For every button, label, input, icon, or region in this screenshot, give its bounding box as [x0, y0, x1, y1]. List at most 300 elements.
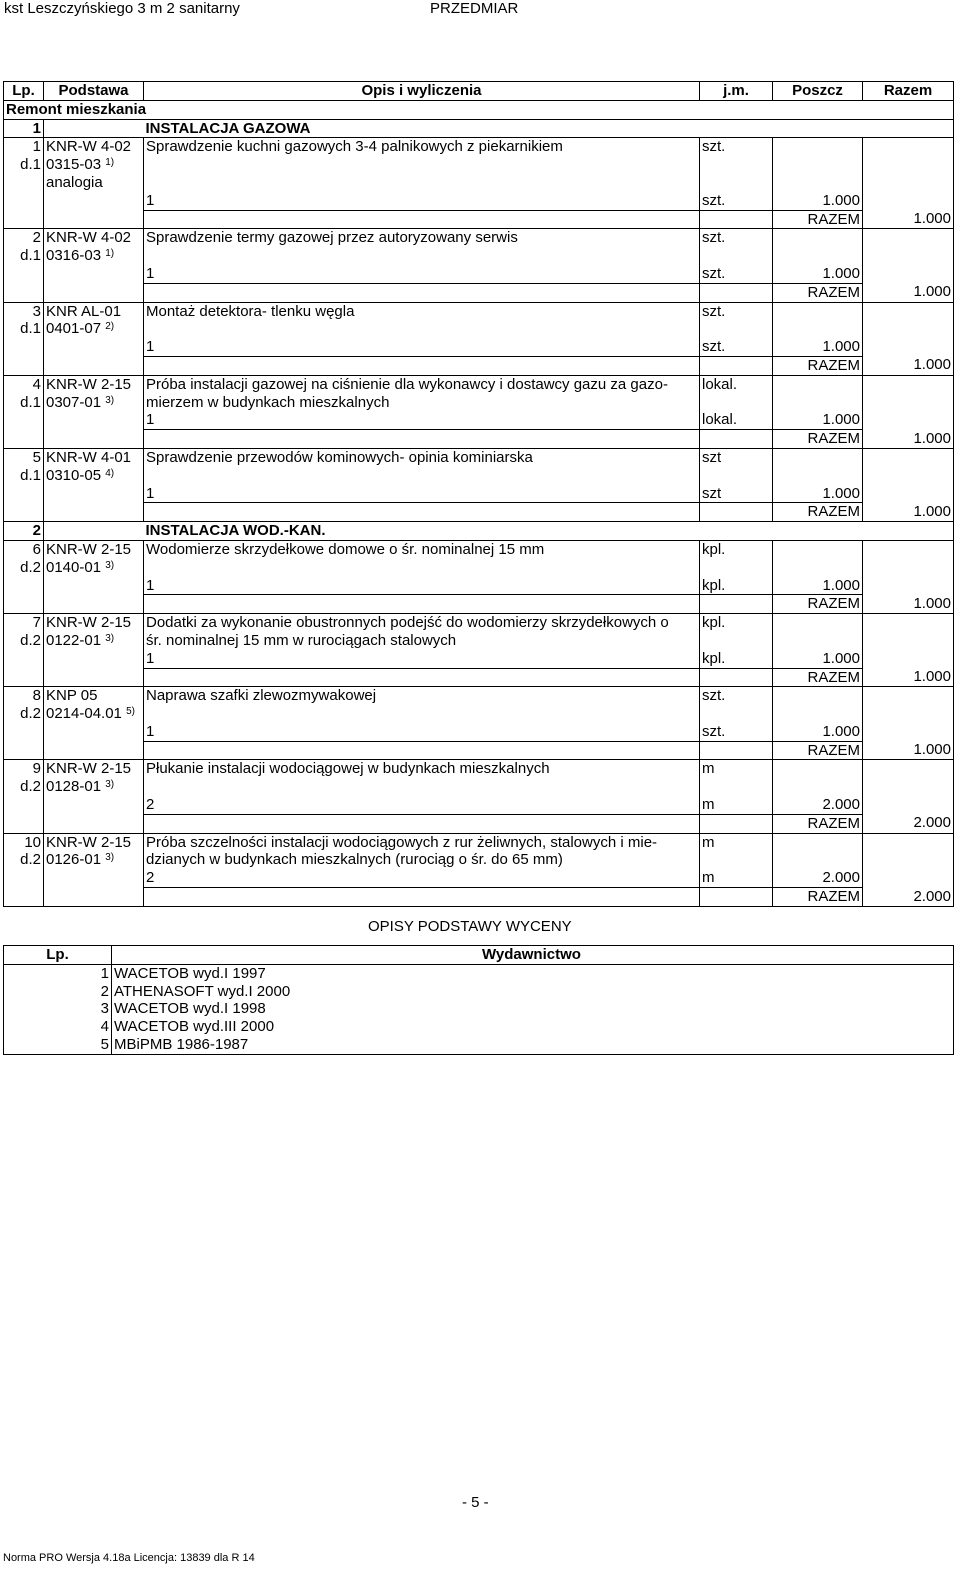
razem-label: RAZEM: [773, 283, 863, 302]
item-calc-row: [4, 485, 954, 503]
item-unit: szt.: [700, 302, 773, 338]
item-calc-unit: lokal.: [700, 411, 773, 429]
item-razem: 1.000: [863, 668, 954, 687]
item-razem-empty: [863, 448, 954, 484]
item-description: [144, 760, 700, 796]
calc-podstawa-empty: [44, 192, 144, 210]
item-podstawa-cell: [44, 687, 144, 723]
item-description: [144, 302, 700, 338]
total-jm-empty: [700, 356, 773, 375]
item-podstawa-line: KNR-W 2-15: [46, 375, 132, 393]
opisy-publisher: ATHENASOFT wyd.I 2000: [112, 983, 954, 1001]
item-total-row: [4, 888, 954, 907]
item-podstawa-cell: [44, 448, 144, 484]
item-podstawa-cell: [44, 302, 144, 338]
total-opis-empty: [144, 888, 700, 907]
total-jm-empty: [700, 595, 773, 614]
total-opis-empty: [144, 503, 700, 522]
opisy-row: [4, 983, 954, 1001]
item-poszcz-empty: [773, 229, 863, 265]
item-poszcz: 2.000: [773, 796, 863, 814]
item-total-row: [4, 814, 954, 833]
item-description-line: Sprawdzenie przewodów kominowych- opinia kominiarska: [146, 448, 533, 466]
item-lp: 6: [32, 540, 41, 558]
opisy-lp: 2: [4, 983, 112, 1001]
item-calc-value: 2: [144, 796, 700, 814]
item-total-row: [4, 595, 954, 614]
opisy-publisher: WACETOB wyd.III 2000: [112, 1018, 954, 1036]
item-poszcz: 1.000: [773, 485, 863, 503]
item-razem: 1.000: [863, 503, 954, 522]
item-calc-value: 1: [144, 485, 700, 503]
total-podstawa-empty: [44, 503, 144, 522]
item-description: [144, 138, 700, 192]
item-poszcz-empty: [773, 540, 863, 576]
item-poszcz: 1.000: [773, 338, 863, 356]
calc-lp-empty: [4, 796, 44, 814]
item-description: [144, 229, 700, 265]
group-title: INSTALACJA WOD.-KAN.: [144, 522, 954, 541]
item-calc-unit: kpl.: [700, 577, 773, 595]
razem-label: RAZEM: [773, 668, 863, 687]
total-podstawa-empty: [44, 430, 144, 449]
item-razem-empty: [863, 540, 954, 576]
item-poszcz: 1.000: [773, 577, 863, 595]
total-opis-empty: [144, 741, 700, 760]
item-sub: d.2: [20, 558, 41, 576]
item-calc-row: [4, 265, 954, 283]
item-row: [4, 229, 954, 265]
item-razem: 1.000: [863, 283, 954, 302]
item-razem: 1.000: [863, 595, 954, 614]
item-razem-empty: [863, 229, 954, 265]
group-number: 1: [4, 119, 44, 138]
item-lp-cell: [4, 687, 44, 723]
calc-lp-empty: [4, 869, 44, 887]
razem-label: RAZEM: [773, 595, 863, 614]
total-jm-empty: [700, 888, 773, 907]
item-row: [4, 614, 954, 650]
group-title: INSTALACJA GAZOWA: [144, 119, 954, 138]
item-unit: szt: [700, 448, 773, 484]
item-lp: 2: [32, 229, 41, 247]
col-header-lp: Lp.: [4, 82, 44, 101]
calc-lp-empty: [4, 338, 44, 356]
item-calc-value: 1: [144, 338, 700, 356]
item-razem: 1.000: [863, 210, 954, 229]
calc-razem-empty: [863, 192, 954, 210]
item-unit: m: [700, 760, 773, 796]
item-poszcz-empty: [773, 687, 863, 723]
item-lp: 10: [24, 833, 41, 851]
item-podstawa-line: 0126-01: [46, 851, 102, 869]
item-podstawa-cell: [44, 540, 144, 576]
item-lp-cell: [4, 448, 44, 484]
item-lp: 4: [32, 375, 41, 393]
item-poszcz: 1.000: [773, 192, 863, 210]
item-description-line: mierzem w budynkach mieszkalnych: [146, 393, 390, 411]
item-calc-unit: szt.: [700, 338, 773, 356]
item-row: [4, 687, 954, 723]
calc-lp-empty: [4, 485, 44, 503]
item-poszcz-empty: [773, 138, 863, 192]
item-unit: szt.: [700, 138, 773, 192]
total-opis-empty: [144, 814, 700, 833]
item-description-line: Próba szczelności instalacji wodociągowych z rur żeliwnych, stalowych i mie-: [146, 833, 658, 851]
item-poszcz-empty: [773, 833, 863, 869]
table-header-row: [4, 82, 954, 101]
item-calc-unit: m: [700, 869, 773, 887]
item-total-row: [4, 668, 954, 687]
item-poszcz-empty: [773, 760, 863, 796]
item-podstawa-cell: [44, 229, 144, 265]
total-opis-empty: [144, 430, 700, 449]
item-razem: 1.000: [863, 356, 954, 375]
total-jm-empty: [700, 668, 773, 687]
item-calc-row: [4, 869, 954, 887]
item-calc-value: 1: [144, 192, 700, 210]
total-jm-empty: [700, 283, 773, 302]
item-sub: d.2: [20, 631, 41, 649]
calc-lp-empty: [4, 265, 44, 283]
item-podstawa-cell: [44, 138, 144, 192]
opisy-col-wydawnictwo: Wydawnictwo: [112, 946, 954, 965]
item-razem-empty: [863, 687, 954, 723]
item-sub: d.2: [20, 705, 41, 723]
item-description: [144, 833, 700, 869]
item-lp-cell: [4, 614, 44, 650]
opisy-row: [4, 1036, 954, 1054]
item-unit: m: [700, 833, 773, 869]
item-calc-row: [4, 338, 954, 356]
calc-lp-empty: [4, 650, 44, 668]
item-poszcz: 1.000: [773, 411, 863, 429]
item-razem: 2.000: [863, 888, 954, 907]
item-poszcz: 2.000: [773, 869, 863, 887]
item-calc-unit: szt.: [700, 265, 773, 283]
item-poszcz-empty: [773, 448, 863, 484]
item-calc-row: [4, 723, 954, 741]
total-opis-empty: [144, 356, 700, 375]
item-description-line: Naprawa szafki zlewozmywakowej: [146, 687, 377, 705]
item-razem-empty: [863, 302, 954, 338]
calc-podstawa-empty: [44, 796, 144, 814]
item-lp-cell: [4, 833, 44, 869]
opisy-lp: 3: [4, 1000, 112, 1018]
calc-lp-empty: [4, 192, 44, 210]
item-description-line: Próba instalacji gazowej na ciśnienie dla wykonawcy i dostawcy gazu za gazo-: [146, 375, 668, 393]
document-header-title: PRZEDMIAR: [430, 0, 519, 17]
item-lp: 8: [32, 687, 41, 705]
col-header-razem: Razem: [863, 82, 954, 101]
opisy-lp: 1: [4, 964, 112, 982]
item-calc-unit: szt.: [700, 192, 773, 210]
total-podstawa-empty: [44, 888, 144, 907]
item-calc-row: [4, 796, 954, 814]
razem-label: RAZEM: [773, 888, 863, 907]
group-number: 2: [4, 522, 44, 541]
calc-podstawa-empty: [44, 338, 144, 356]
item-row: [4, 760, 954, 796]
item-podstawa-line: 0401-07: [46, 320, 102, 338]
software-footer: Norma PRO Wersja 4.18a Licencja: 13839 dla R 14: [3, 1552, 255, 1564]
calc-lp-empty: [4, 723, 44, 741]
item-row: [4, 540, 954, 576]
item-podstawa-line: 0316-03: [46, 247, 102, 265]
calc-razem-empty: [863, 577, 954, 595]
item-podstawa-cell: [44, 614, 144, 650]
total-jm-empty: [700, 741, 773, 760]
item-ref-note: 3): [105, 852, 115, 864]
item-total-row: [4, 283, 954, 302]
calc-podstawa-empty: [44, 411, 144, 429]
item-poszcz-empty: [773, 302, 863, 338]
item-calc-row: [4, 192, 954, 210]
item-calc-unit: m: [700, 796, 773, 814]
item-podstawa-line: KNR-W 4-01: [46, 448, 132, 466]
opisy-row: [4, 1018, 954, 1036]
calc-podstawa-empty: [44, 869, 144, 887]
calc-razem-empty: [863, 485, 954, 503]
item-ref-note: 1): [105, 248, 115, 260]
item-description-line: śr. nominalnej 15 mm w rurociągach stalowych: [146, 631, 457, 649]
item-description-line: Sprawdzenie termy gazowej przez autoryzowany serwis: [146, 229, 518, 247]
item-total-row: [4, 430, 954, 449]
item-calc-row: [4, 650, 954, 668]
item-unit: szt.: [700, 229, 773, 265]
opisy-row: [4, 964, 954, 982]
item-poszcz-empty: [773, 614, 863, 650]
group-row: [4, 119, 954, 138]
item-unit: szt.: [700, 687, 773, 723]
item-podstawa-cell: [44, 760, 144, 796]
total-lp-empty: [4, 356, 44, 375]
item-lp: 9: [32, 760, 41, 778]
calc-razem-empty: [863, 338, 954, 356]
item-description-line: Dodatki za wykonanie obustronnych podejść do wodomierzy skrzydełkowych o: [146, 614, 669, 632]
calc-razem-empty: [863, 869, 954, 887]
calc-lp-empty: [4, 411, 44, 429]
item-podstawa-line: analogia: [46, 173, 103, 191]
item-podstawa-line: KNR-W 2-15: [46, 760, 132, 778]
item-description-line: dzianych w budynkach mieszkalnych (rurociąg o śr. do 65 mm): [146, 851, 563, 869]
item-lp: 5: [32, 448, 41, 466]
calc-lp-empty: [4, 577, 44, 595]
document-header-left: kst Leszczyńskiego 3 m 2 sanitarny: [4, 0, 240, 17]
item-lp: 1: [32, 138, 41, 156]
item-calc-value: 2: [144, 869, 700, 887]
total-lp-empty: [4, 595, 44, 614]
item-ref-note: 3): [105, 559, 115, 571]
group-spacer: [44, 522, 144, 541]
item-calc-row: [4, 577, 954, 595]
item-ref-note: 3): [105, 394, 115, 406]
item-razem-empty: [863, 760, 954, 796]
total-podstawa-empty: [44, 356, 144, 375]
total-podstawa-empty: [44, 283, 144, 302]
item-podstawa-line: KNR-W 2-15: [46, 540, 132, 558]
item-sub: d.1: [20, 156, 41, 174]
item-podstawa-cell: [44, 375, 144, 411]
razem-label: RAZEM: [773, 814, 863, 833]
item-sub: d.1: [20, 393, 41, 411]
item-calc-value: 1: [144, 577, 700, 595]
item-lp-cell: [4, 375, 44, 411]
total-podstawa-empty: [44, 741, 144, 760]
total-podstawa-empty: [44, 668, 144, 687]
item-podstawa-line: KNR-W 4-02: [46, 138, 132, 156]
item-sub: d.1: [20, 466, 41, 484]
item-row: [4, 138, 954, 192]
item-lp-cell: [4, 229, 44, 265]
calc-podstawa-empty: [44, 723, 144, 741]
opisy-lp: 4: [4, 1018, 112, 1036]
item-ref-note: 2): [105, 321, 115, 333]
opisy-publisher: MBiPMB 1986-1987: [112, 1036, 954, 1054]
item-poszcz: 1.000: [773, 723, 863, 741]
calc-podstawa-empty: [44, 577, 144, 595]
col-header-podstawa: Podstawa: [44, 82, 144, 101]
total-lp-empty: [4, 283, 44, 302]
section-row: [4, 100, 954, 119]
razem-label: RAZEM: [773, 741, 863, 760]
item-calc-unit: szt: [700, 485, 773, 503]
calc-podstawa-empty: [44, 265, 144, 283]
total-lp-empty: [4, 210, 44, 229]
item-razem: 2.000: [863, 814, 954, 833]
item-lp-cell: [4, 302, 44, 338]
total-opis-empty: [144, 668, 700, 687]
total-jm-empty: [700, 210, 773, 229]
opisy-publisher: WACETOB wyd.I 1997: [112, 964, 954, 982]
item-row: [4, 302, 954, 338]
item-podstawa-line: 0214-04.01: [46, 705, 122, 723]
calc-razem-empty: [863, 723, 954, 741]
item-razem: 1.000: [863, 430, 954, 449]
calc-razem-empty: [863, 796, 954, 814]
calc-podstawa-empty: [44, 650, 144, 668]
item-podstawa-cell: [44, 833, 144, 869]
total-podstawa-empty: [44, 814, 144, 833]
col-header-opis: Opis i wyliczenia: [144, 82, 700, 101]
total-lp-empty: [4, 814, 44, 833]
total-podstawa-empty: [44, 210, 144, 229]
item-calc-value: 1: [144, 723, 700, 741]
item-calc-value: 1: [144, 650, 700, 668]
item-lp-cell: [4, 760, 44, 796]
total-jm-empty: [700, 430, 773, 449]
razem-label: RAZEM: [773, 356, 863, 375]
calc-razem-empty: [863, 411, 954, 429]
item-sub: d.1: [20, 320, 41, 338]
item-calc-unit: szt.: [700, 723, 773, 741]
item-description: [144, 448, 700, 484]
item-podstawa-line: KNP 05: [46, 687, 98, 705]
item-unit: kpl.: [700, 614, 773, 650]
item-total-row: [4, 741, 954, 760]
item-sub: d.2: [20, 851, 41, 869]
item-podstawa-line: 0310-05: [46, 466, 102, 484]
col-header-jm: j.m.: [700, 82, 773, 101]
item-row: [4, 833, 954, 869]
item-podstawa-line: KNR-W 4-02: [46, 229, 132, 247]
item-description: [144, 375, 700, 411]
item-podstawa-line: KNR-W 2-15: [46, 614, 132, 632]
item-razem-empty: [863, 138, 954, 192]
item-total-row: [4, 356, 954, 375]
opisy-title: OPISY PODSTAWY WYCENY: [368, 918, 572, 935]
item-razem-empty: [863, 375, 954, 411]
item-calc-value: 1: [144, 411, 700, 429]
item-podstawa-line: KNR AL-01: [46, 302, 122, 320]
total-lp-empty: [4, 888, 44, 907]
item-razem: 1.000: [863, 741, 954, 760]
item-description: [144, 614, 700, 650]
item-podstawa-line: 0122-01: [46, 631, 102, 649]
item-ref-note: 3): [105, 779, 115, 791]
item-row: [4, 448, 954, 484]
total-lp-empty: [4, 430, 44, 449]
item-poszcz-empty: [773, 375, 863, 411]
total-opis-empty: [144, 595, 700, 614]
item-calc-row: [4, 411, 954, 429]
item-razem-empty: [863, 614, 954, 650]
razem-label: RAZEM: [773, 503, 863, 522]
item-razem-empty: [863, 833, 954, 869]
item-ref-note: 3): [105, 632, 115, 644]
przedmiar-table: [3, 81, 954, 907]
item-poszcz: 1.000: [773, 650, 863, 668]
group-row: [4, 522, 954, 541]
item-calc-unit: kpl.: [700, 650, 773, 668]
item-calc-value: 1: [144, 265, 700, 283]
item-description-line: Płukanie instalacji wodociągowej w budynkach mieszkalnych: [146, 760, 550, 778]
calc-razem-empty: [863, 650, 954, 668]
item-podstawa-line: 0307-01: [46, 393, 102, 411]
total-opis-empty: [144, 210, 700, 229]
col-header-poszcz: Poszcz: [773, 82, 863, 101]
item-row: [4, 375, 954, 411]
item-description-line: Sprawdzenie kuchni gazowych 3-4 palnikowych z piekarnikiem: [146, 138, 563, 156]
calc-razem-empty: [863, 265, 954, 283]
item-podstawa-line: 0315-03: [46, 156, 102, 174]
item-lp-cell: [4, 540, 44, 576]
item-total-row: [4, 210, 954, 229]
calc-podstawa-empty: [44, 485, 144, 503]
opisy-table: [3, 945, 954, 1055]
total-podstawa-empty: [44, 595, 144, 614]
razem-label: RAZEM: [773, 210, 863, 229]
item-total-row: [4, 503, 954, 522]
total-lp-empty: [4, 668, 44, 687]
section-title: Remont mieszkania: [4, 100, 954, 119]
item-lp-cell: [4, 138, 44, 192]
item-description-line: Montaż detektora- tlenku węgla: [146, 302, 355, 320]
item-podstawa-line: 0128-01: [46, 778, 102, 796]
item-unit: lokal.: [700, 375, 773, 411]
opisy-publisher: WACETOB wyd.I 1998: [112, 1000, 954, 1018]
item-description-line: Wodomierze skrzydełkowe domowe o śr. nominalnej 15 mm: [146, 540, 545, 558]
item-ref-note: 5): [126, 706, 135, 718]
item-poszcz: 1.000: [773, 265, 863, 283]
item-unit: kpl.: [700, 540, 773, 576]
item-sub: d.1: [20, 247, 41, 265]
item-sub: d.2: [20, 778, 41, 796]
item-lp: 7: [32, 614, 41, 632]
opisy-lp: 5: [4, 1036, 112, 1054]
opisy-header-row: [4, 946, 954, 965]
razem-label: RAZEM: [773, 430, 863, 449]
